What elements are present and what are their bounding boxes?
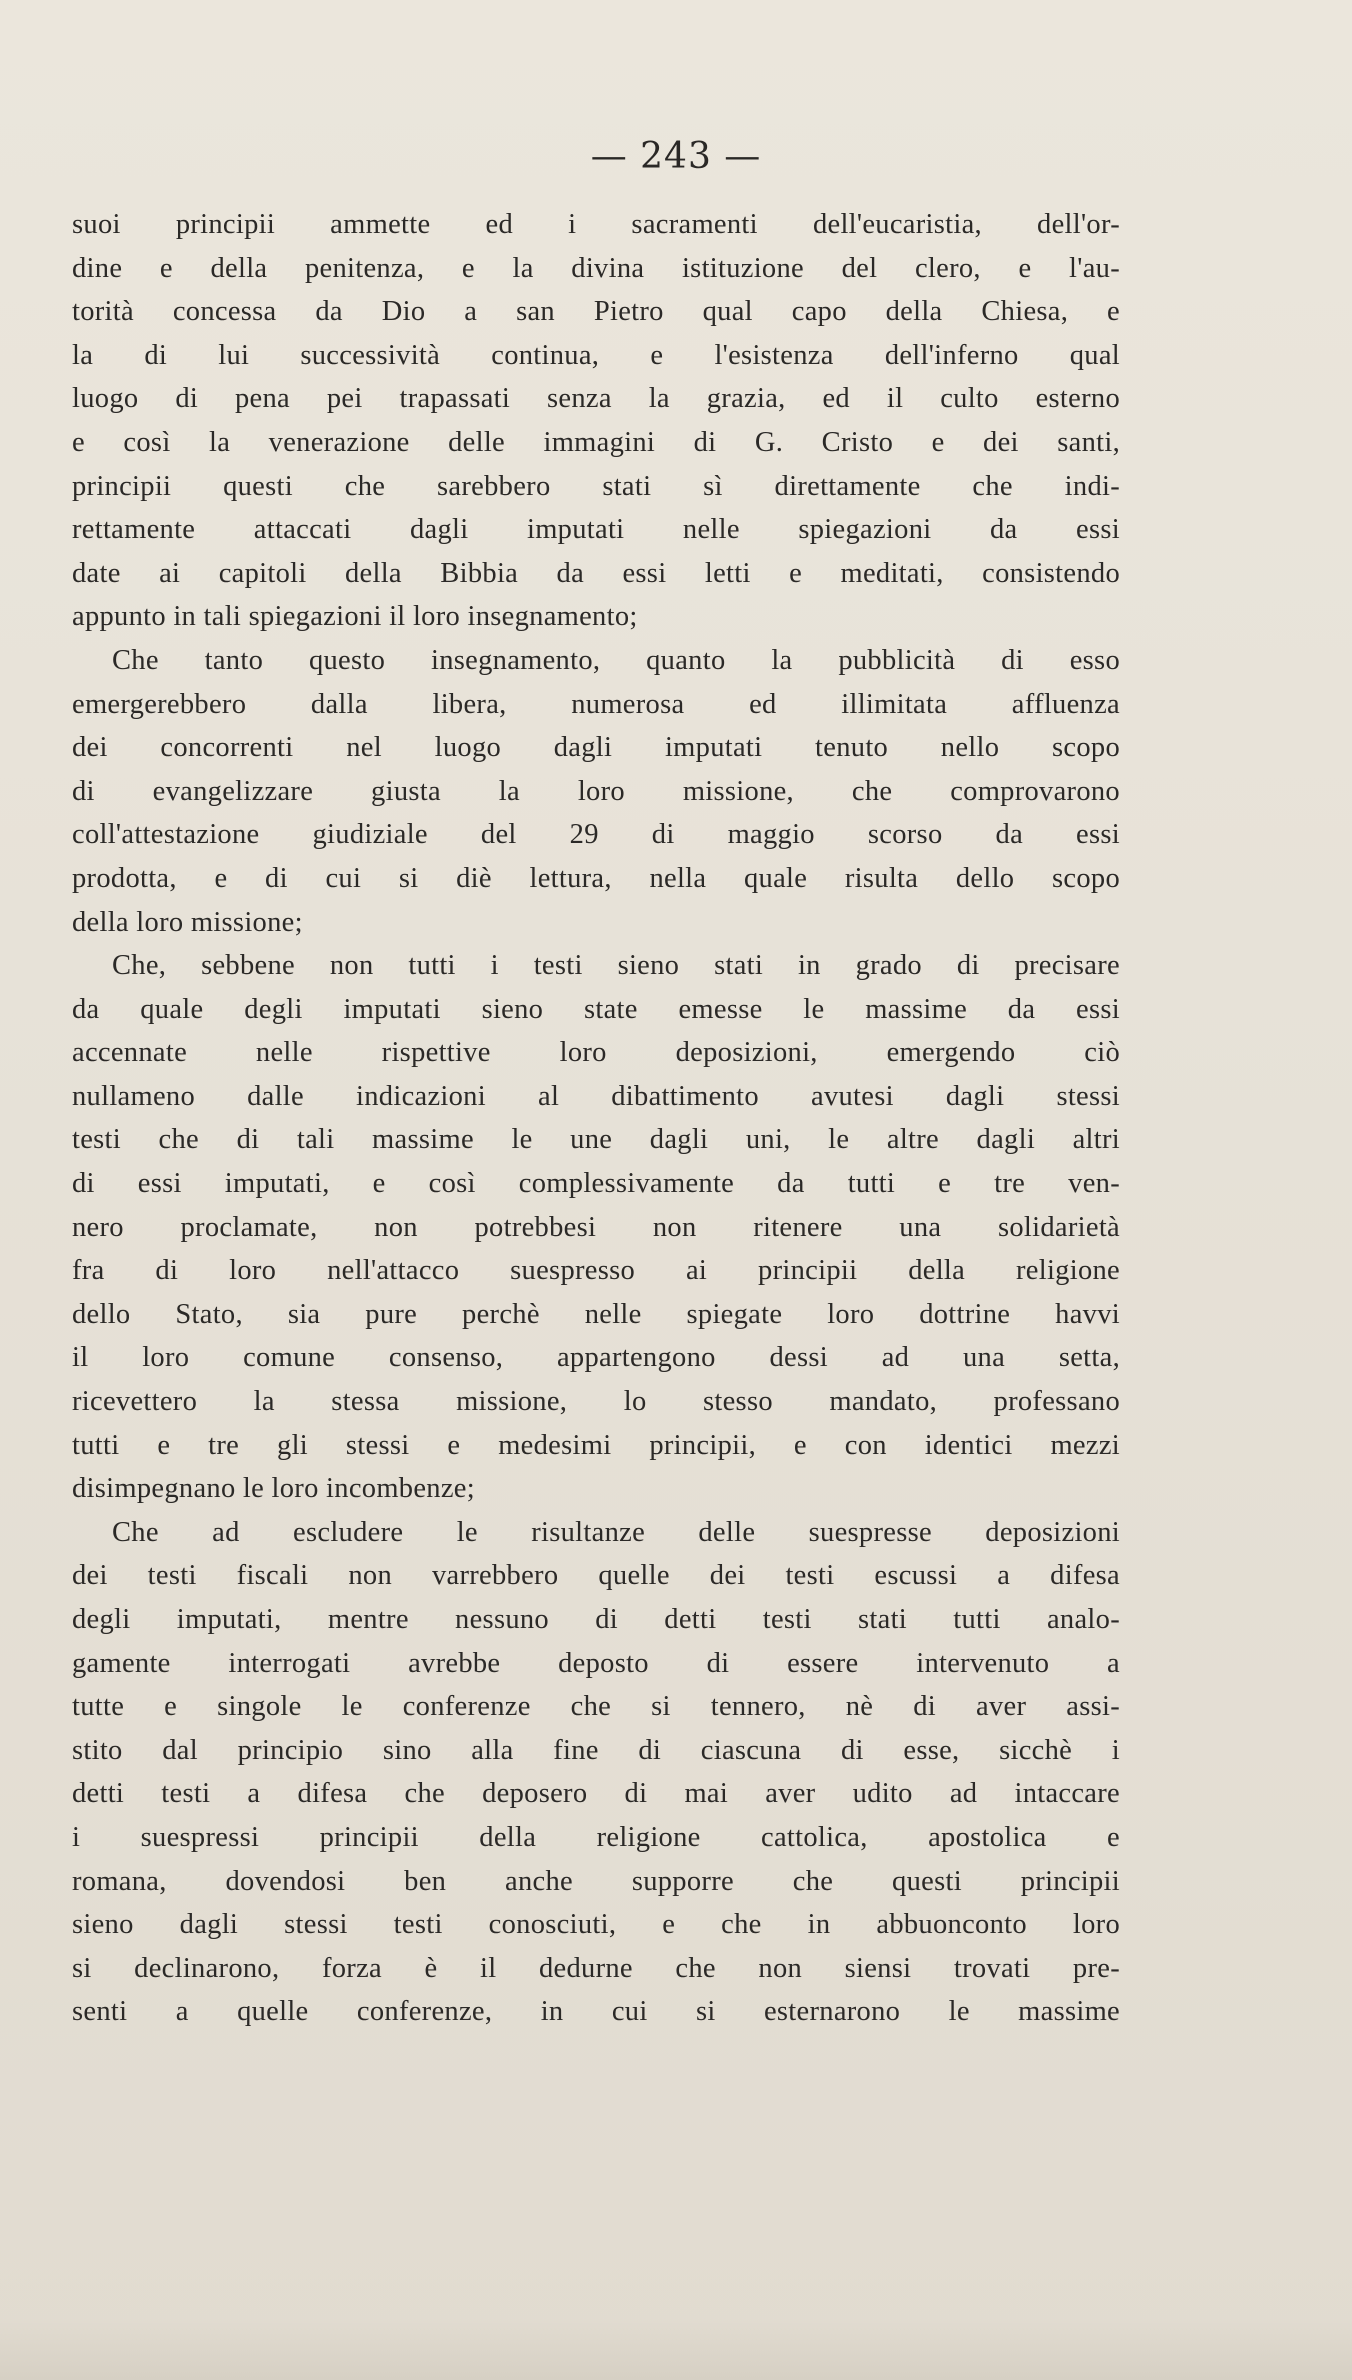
text-line: sieno dagli stessi testi conosciuti, e che in abbuonconto loro bbox=[72, 1909, 1120, 1941]
text-line: degli imputati, mentre nessuno di detti testi stati tutti analo- bbox=[72, 1604, 1120, 1635]
text-line: detti testi a difesa che deposero di mai aver udito ad intaccare bbox=[72, 1778, 1120, 1810]
text-line: rettamente attaccati dagli imputati nelle spiegazioni da essi bbox=[72, 514, 1120, 546]
text-line: senti a quelle conferenze, in cui si esternarono le massime bbox=[72, 1996, 1120, 2028]
text-line: Che ad escludere le risultanze delle suespresse deposizioni bbox=[112, 1516, 1120, 1548]
text-line: testi che di tali massime le une dagli uni, le altre dagli altri bbox=[72, 1124, 1120, 1156]
text-line: di evangelizzare giusta la loro missione, che comprovarono bbox=[72, 775, 1120, 807]
text-line: dine e della penitenza, e la divina istituzione del clero, e l'au- bbox=[72, 252, 1120, 284]
text-line: ricevettero la stessa missione, lo stesso mandato, professano bbox=[72, 1386, 1120, 1418]
body-text bbox=[72, 203, 1120, 2034]
text-line: luogo di pena pei trapassati senza la grazia, ed il culto esterno bbox=[72, 383, 1120, 415]
text-line: disimpegnano le loro incombenze; bbox=[72, 1473, 475, 1505]
text-line: dello Stato, sia pure perchè nelle spiegate loro dottrine havvi bbox=[72, 1298, 1120, 1330]
text-line: e così la venerazione delle immagini di G. Cristo e dei santi, bbox=[72, 426, 1120, 458]
text-line: Che, sebbene non tutti i testi sieno stati in grado di precisare bbox=[112, 950, 1120, 982]
text-line: date ai capitoli della Bibbia da essi letti e meditati, consistendo bbox=[72, 557, 1120, 589]
text-line: nero proclamate, non potrebbesi non ritenere una solidarietà bbox=[72, 1211, 1120, 1243]
paragraph-2 bbox=[72, 639, 1120, 944]
paragraph-4 bbox=[72, 1511, 1120, 2034]
text-line: emergerebbero dalla libera, numerosa ed illimitata affluenza bbox=[72, 688, 1120, 720]
text-line: da quale degli imputati sieno state emesse le massime da essi bbox=[72, 993, 1120, 1025]
text-line: i suespressi principii della religione cattolica, apostolica e bbox=[72, 1821, 1120, 1853]
text-line: Che tanto questo insegnamento, quanto la pubblicità di esso bbox=[112, 644, 1120, 676]
text-line: dei testi fiscali non varrebbero quelle dei testi escussi a difesa bbox=[72, 1560, 1120, 1592]
text-line: suoi principii ammette ed i sacramenti dell'eucaristia, dell'or- bbox=[72, 209, 1120, 240]
text-line: si declinarono, forza è il dedurne che non siensi trovati pre- bbox=[72, 1952, 1120, 1984]
text-line: coll'attestazione giudiziale del 29 di maggio scorso da essi bbox=[72, 819, 1120, 851]
text-line: principii questi che sarebbero stati sì direttamente che indi- bbox=[72, 470, 1120, 502]
page-number: — 243 — bbox=[590, 136, 762, 177]
text-line: tutte e singole le conferenze che si tennero, nè di aver assi- bbox=[72, 1691, 1120, 1723]
text-line: dei concorrenti nel luogo dagli imputati tenuto nello scopo bbox=[72, 732, 1120, 764]
text-line: il loro comune consenso, appartengono dessi ad una setta, bbox=[72, 1342, 1120, 1374]
text-line: tutti e tre gli stessi e medesimi principii, e con identici mezzi bbox=[72, 1429, 1120, 1461]
text-line: la di lui successività continua, e l'esistenza dell'inferno qual bbox=[72, 339, 1120, 371]
text-line: della loro missione; bbox=[72, 906, 303, 938]
text-line: di essi imputati, e così complessivamente da tutti e tre ven- bbox=[72, 1168, 1120, 1200]
text-line: romana, dovendosi ben anche supporre che questi principii bbox=[72, 1865, 1120, 1897]
page-bottom-shadow bbox=[0, 2320, 1352, 2380]
text-line: appunto in tali spiegazioni il loro insegnamento; bbox=[72, 601, 638, 633]
text-line: fra di loro nell'attacco suespresso ai principii della religione bbox=[72, 1255, 1120, 1287]
text-line: prodotta, e di cui si diè lettura, nella quale risulta dello scopo bbox=[72, 862, 1120, 894]
paragraph-1 bbox=[72, 203, 1120, 639]
text-line: accennate nelle rispettive loro deposizioni, emergendo ciò bbox=[72, 1037, 1120, 1069]
text-line: stito dal principio sino alla fine di ciascuna di esse, sicchè i bbox=[72, 1734, 1120, 1766]
text-line: gamente interrogati avrebbe deposto di essere intervenuto a bbox=[72, 1647, 1120, 1679]
text-line: nullameno dalle indicazioni al dibattimento avutesi dagli stessi bbox=[72, 1080, 1120, 1112]
text-line: torità concessa da Dio a san Pietro qual capo della Chiesa, e bbox=[72, 296, 1120, 328]
paragraph-3 bbox=[72, 944, 1120, 1511]
